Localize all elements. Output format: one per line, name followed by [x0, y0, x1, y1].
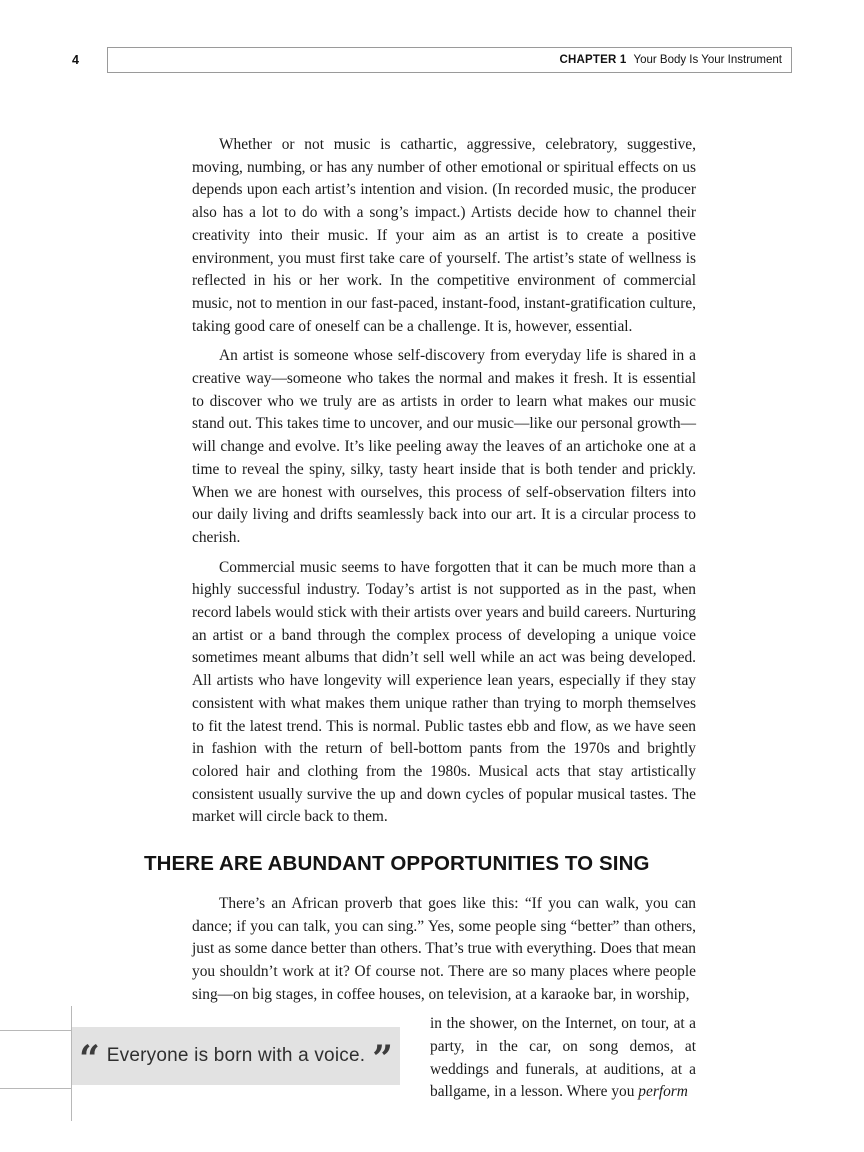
paragraph-1: Whether or not music is cathartic, aggressive, celebratory, suggestive, moving, numbing, or has any number of other emotional or spiritual effects on us depends upon each artist’s intention and vision. (In recorded music, the producer also has a lot to do with a song’s impact.) Artists decide how to channel their creativity into their music. If your aim as an artist is to create a positive environment, you must first take care of yourself. The artist’s state of wellness is reflected in his or her work. In the competitive environment of commercial music, not to mention in our fast-paced, instant-food, instant-gratification culture, taking good care of oneself can be a challenge. It is, however, essential.: [192, 136, 696, 335]
paragraph-4-part2-text: in the shower, on the Internet, on tour, at a party, in the car, on song demos, at weddings and funerals, at auditions, at a ballgame, in a lesson. Where you: [430, 1015, 696, 1101]
quote-row: [79, 1013, 696, 1104]
grid-rule-horizontal-bottom: [0, 1088, 72, 1089]
grid-rule-horizontal-top: [0, 1030, 72, 1031]
close-quote-icon: ”: [372, 1038, 393, 1081]
paragraph-2: An artist is someone whose self-discovery from everyday life is shared in a creative way—someone who takes the normal and makes it fresh. It is essential to discover who we truly are as artists in order to learn what makes our music stand out. This takes time to uncover, and our music—like our personal growth—will change and evolve. It’s like peeling away the leaves of an artichoke one at a time to reveal the spiny, silky, tasty heart inside that is both tender and prickly. When we are honest with ourselves, this process of self-observation filters into our daily living and drifts seamlessly back into our art. It is a circular process to cherish.: [192, 347, 696, 546]
chapter-title: Your Body Is Your Instrument: [633, 54, 782, 66]
paragraph-4-part2: [430, 1013, 696, 1104]
grid-rule-vertical: [71, 1006, 72, 1121]
page-number: 4: [72, 53, 79, 67]
paragraph-4-part1: There’s an African proverb that goes like this: “If you can walk, you can dance; if you can talk, you can sing.” Yes, some people sing “better” than others, just as some dance better than others. That’s true with everything. Does that mean you shouldn’t work at it? Of course not. There are so many places where people sing—on big stages, in coffee houses, on television, at a karaoke bar, in worship,: [192, 894, 696, 1003]
body-text: [79, 134, 696, 1104]
pullquote: [72, 1027, 400, 1085]
pullquote-text: Everyone is born with a voice.: [106, 1044, 366, 1066]
open-quote-icon: “: [79, 1038, 100, 1081]
chapter-label: CHAPTER 1: [559, 54, 627, 66]
page-header: [72, 47, 792, 73]
running-head-box: [107, 47, 792, 73]
section-heading: THERE ARE ABUNDANT OPPORTUNITIES TO SING: [144, 852, 650, 876]
paragraph-3: Commercial music seems to have forgotten that it can be much more than a highly successful industry. Today’s artist is not supported as in the past, when record labels would stick with their artists over years and build careers. Nurturing an artist or a band through the complex process of developing a unique voice sometimes meant albums that didn’t sell well while an act was being developed. All artists who have longevity will experience lean years, especially if they stay consistent with what makes them unique rather than trying to morph themselves to fit the latest trend. This is normal. Public tastes ebb and flow, as we have seen in fashion with the return of bell-bottom pants from the 1970s and brightly colored hair and clothing from the 1980s. Musical acts that stay artistically consistent usually survive the up and down cycles of popular musical tastes. The market will circle back to them.: [192, 558, 696, 826]
italic-word: perform: [638, 1083, 688, 1101]
